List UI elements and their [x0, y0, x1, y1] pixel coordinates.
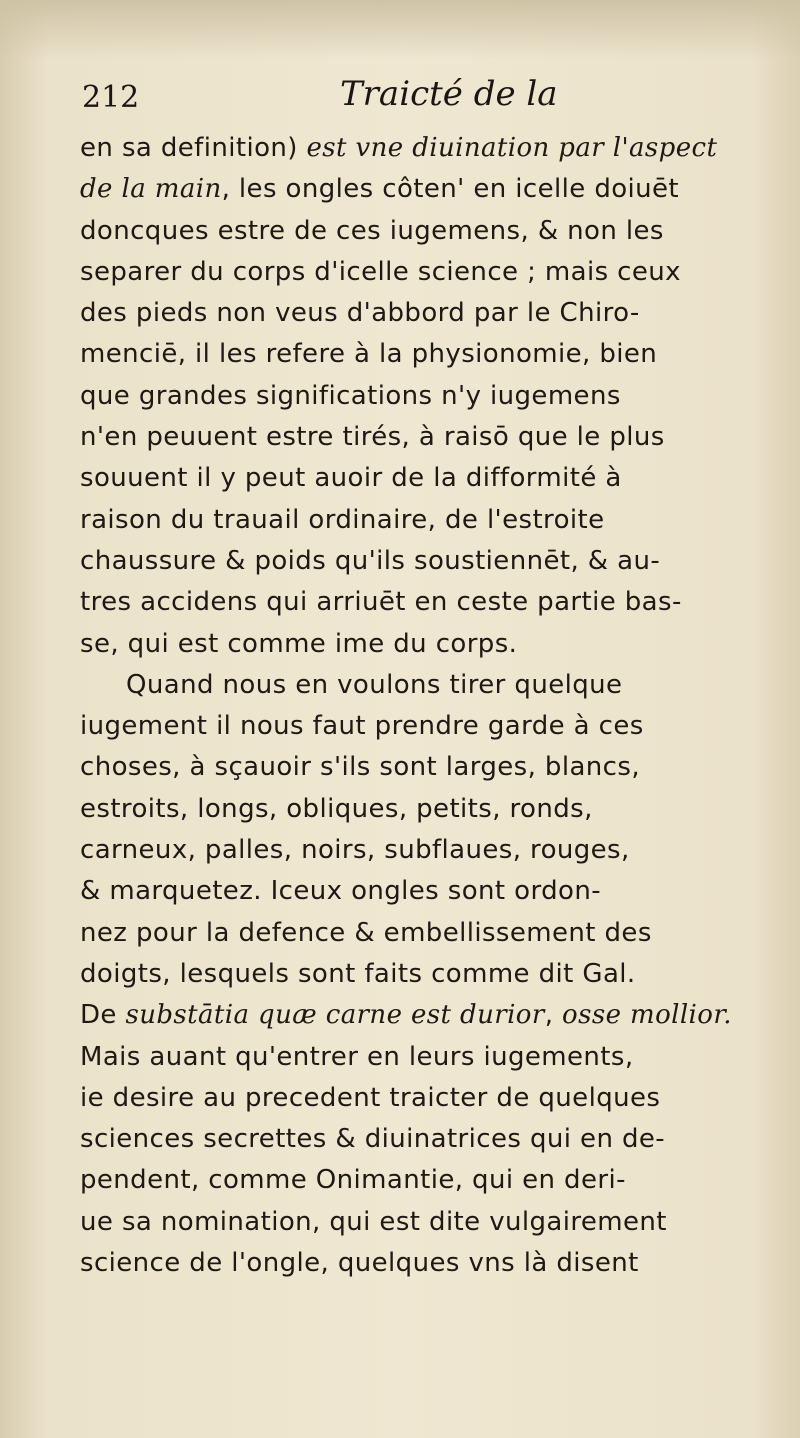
text-line [80, 500, 764, 541]
text-line [80, 1160, 764, 1201]
text-line [80, 665, 764, 706]
text-line [80, 871, 764, 912]
text-segment: estroits, longs, obliques, petits, ronds, [80, 793, 593, 824]
italic-text-segment: est vne diuination par l'aspect [306, 133, 718, 163]
page-header [82, 74, 760, 124]
text-segment: nez pour la defence & embellissement des [80, 917, 652, 948]
text-line [80, 252, 764, 293]
text-line [80, 582, 764, 623]
running-title: Traicté de la [340, 74, 558, 114]
text-segment: , [544, 1000, 563, 1031]
text-segment: , les ongles côten' en icelle doiuēt [221, 174, 680, 205]
text-segment: sciences secrettes & diuinatrices qui en de- [80, 1124, 666, 1155]
text-segment: des pieds non veus d'abbord par le Chiro- [80, 298, 640, 329]
text-segment: se, qui est comme ime du corps. [80, 628, 518, 659]
italic-text-segment: substātia quæ carne est durior [125, 1000, 545, 1031]
text-line [80, 1119, 764, 1160]
text-line [80, 211, 764, 252]
text-line [80, 995, 764, 1036]
text-segment: en sa definition) [80, 133, 307, 163]
text-segment: n'en peuuent estre tirés, à raisō que le plus [80, 422, 665, 453]
text-segment: tres accidens qui arriuēt en ceste partie bas- [80, 587, 682, 618]
text-line [80, 830, 764, 871]
text-segment: separer du corps d'icelle science ; mais ceux [80, 256, 681, 287]
text-line [80, 1037, 764, 1078]
text-line [80, 376, 764, 417]
text-segment: iugement il nous faut prendre garde à ces [80, 711, 644, 742]
text-line [80, 747, 764, 788]
text-segment: Mais auant qu'entrer en leurs iugements, [80, 1041, 634, 1072]
text-segment: choses, à sçauoir s'ils sont larges, blancs, [80, 752, 640, 783]
text-segment: ie desire au precedent traicter de quelques [80, 1082, 661, 1113]
text-segment: menciē, il les refere à la physionomie, bien [80, 339, 658, 370]
text-segment: chaussure & poids qu'ils soustiennēt, & au- [80, 545, 661, 576]
text-line [80, 706, 764, 747]
text-line [80, 541, 764, 582]
text-segment: que grandes significations n'y iugemens [80, 380, 621, 411]
italic-text-segment: osse mollior. [562, 1000, 732, 1031]
text-line [80, 1202, 764, 1243]
text-line [80, 954, 764, 995]
text-line [80, 293, 764, 334]
text-line [80, 789, 764, 830]
text-line [80, 334, 764, 375]
text-segment: carneux, palles, noirs, subflaues, rouges, [80, 835, 630, 866]
text-line [80, 458, 764, 499]
body-text [80, 128, 764, 1284]
text-line [80, 169, 764, 210]
text-segment: & marquetez. Iceux ongles sont ordon- [80, 876, 601, 907]
text-segment: De [80, 1000, 126, 1031]
text-segment: raison du trauail ordinaire, de l'estroite [80, 504, 605, 535]
text-line [80, 417, 764, 458]
text-segment: science de l'ongle, quelques vns là disent [80, 1248, 639, 1279]
text-line [80, 624, 764, 665]
page-number: 212 [82, 80, 140, 115]
text-line [80, 1078, 764, 1119]
text-line [80, 913, 764, 954]
text-segment: doncques estre de ces iugemens, & non les [80, 215, 664, 246]
text-segment: Quand nous en voulons tirer quelque [126, 669, 623, 700]
text-line [80, 1243, 764, 1284]
text-segment: pendent, comme Onimantie, qui en deri- [80, 1165, 626, 1196]
text-line [80, 128, 764, 169]
text-segment: souuent il y peut auoir de la difformité à [80, 463, 622, 494]
text-segment: ue sa nomination, qui est dite vulgairement [80, 1206, 667, 1237]
text-segment: doigts, lesquels sont faits comme dit Gal. [80, 958, 636, 989]
italic-text-segment: de la main [80, 174, 222, 205]
